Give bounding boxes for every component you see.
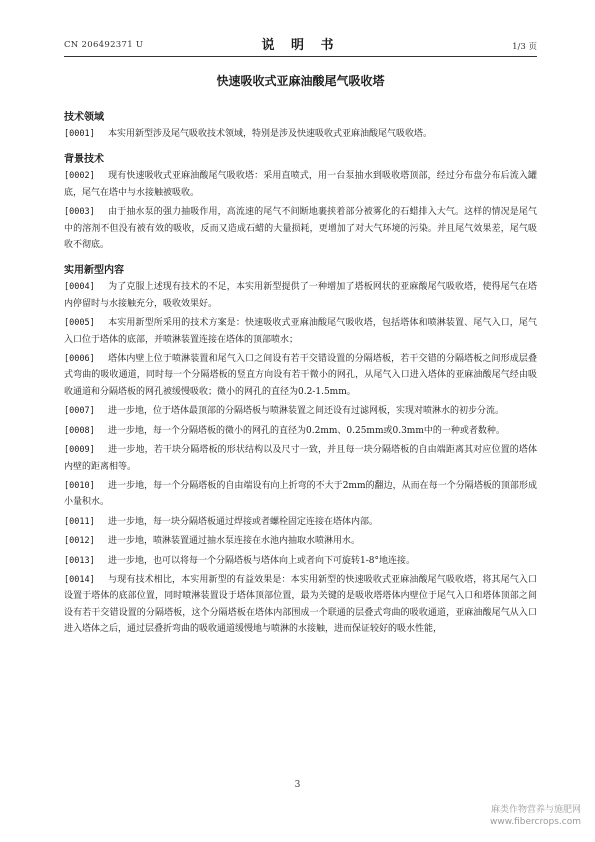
paragraph xyxy=(64,351,537,400)
page-indicator: 1/3 页 xyxy=(512,42,537,52)
paragraph-number: [0002] xyxy=(64,171,95,182)
paragraph xyxy=(64,315,537,348)
paragraph xyxy=(64,533,537,549)
paragraph-number: [0014] xyxy=(64,574,95,585)
paragraph xyxy=(64,279,537,312)
paragraph-text: 进一步地，每一个分隔塔板的自由端设有向上折弯的不大于2mm的翻边，从而在每一个分隔塔板的顶部形成小量积水。 xyxy=(64,480,537,508)
page-header xyxy=(64,34,537,54)
paragraph-text: 进一步地，位于塔体最顶部的分隔塔板与喷淋装置之间还设有过滤网板，实现对喷淋水的初步分流。 xyxy=(108,406,505,417)
paragraph-number: [0003] xyxy=(64,207,95,218)
paragraph-number: [0006] xyxy=(64,354,95,365)
paragraph-number: [0007] xyxy=(64,406,95,417)
paragraph-number: [0001] xyxy=(64,129,95,139)
page-number: 3 xyxy=(294,780,301,790)
paragraph-text: 进一步地，每一个分隔塔板的微小的网孔的直径为0.2mm、0.25mm或0.3mm中的一种或者数种。 xyxy=(108,425,505,436)
paragraph xyxy=(64,572,537,638)
paragraph xyxy=(64,442,537,475)
paragraph-text: 进一步地，喷淋装置通过抽水泵连接在水池内抽取水喷淋用水。 xyxy=(108,536,361,547)
paragraph xyxy=(64,168,537,201)
site-watermark xyxy=(490,804,581,828)
paragraph-number: [0004] xyxy=(64,282,95,293)
paragraph-text: 塔体内壁上位于喷淋装置和尾气入口之间设有若干交错设置的分隔塔板，若干交错的分隔塔板之间形成层叠式弯曲的吸收通道，同时每一个分隔塔板的竖直方向设有若干微小的网孔，从尾气入口进入塔体的亚麻油酸尾气经由吸收通道和分隔塔板的网孔被缓慢吸收；微小的网孔的直径为0.2-1.5mm。 xyxy=(64,354,537,397)
paragraph xyxy=(64,423,537,439)
paragraph xyxy=(64,403,537,419)
section-heading-technical-field: 技术领域 xyxy=(64,112,104,123)
watermark-url: www.fibercrops.com xyxy=(490,817,581,827)
paragraph-text: 进一步地，每一块分隔塔板通过焊接或者螺栓固定连接在塔体内部。 xyxy=(108,516,379,527)
paragraph xyxy=(64,514,537,530)
patent-number: CN 206492371 U xyxy=(64,40,144,50)
paragraph-number: [0011] xyxy=(64,516,95,527)
paragraph-number: [0013] xyxy=(64,555,95,566)
section-heading-background: 背景技术 xyxy=(64,154,104,166)
paragraph-text: 本实用新型涉及尾气吸收技术领域，特别是涉及快速吸收式亚麻油酸尾气吸收塔。 xyxy=(108,129,433,139)
paragraph-text: 为了克服上述现有技术的不足，本实用新型提供了一种增加了塔板网状的亚麻酸尾气吸收塔，使得尾气在塔内停留时与水接触充分，吸收效果好。 xyxy=(64,282,537,309)
paragraph-text: 本实用新型所采用的技术方案是：快速吸收式亚麻油酸尾气吸收塔，包括塔体和喷淋装置、尾气入口，尾气入口位于塔体的底部，并喷淋装置连接在塔体的顶部喷水； xyxy=(64,318,537,345)
paragraph-number: [0009] xyxy=(64,445,95,456)
paragraph-number: [0012] xyxy=(64,536,95,547)
paragraph xyxy=(64,553,537,569)
paragraph-number: [0008] xyxy=(64,425,95,436)
document-body xyxy=(64,110,537,641)
document-title: 快速吸收式亚麻油酸尾气吸收塔 xyxy=(216,74,385,88)
paragraph-number: [0010] xyxy=(64,480,95,491)
header-title: 说 明 书 xyxy=(261,38,340,53)
paragraph xyxy=(64,204,537,253)
paragraph xyxy=(64,126,537,142)
paragraph xyxy=(64,478,537,511)
paragraph-text: 现有快速吸收式亚麻油酸尾气吸收塔：采用直喷式，用一台泵抽水到吸收塔顶部，经过分布盘分布后流入罐底，尾气在塔中与水接触被吸收。 xyxy=(64,171,537,198)
paragraph-text: 由于抽水泵的强力抽吸作用，高流速的尾气不间断地裹挟着部分被雾化的石蜡排入大气。这样的情况是尾气中的溶剂不但没有被有效的吸收，反而又造成石蜡的大量损耗，更增加了对大气环境的污染。并且尾气效果差，尾气吸收不彻底。 xyxy=(64,207,537,251)
paragraph-text: 与现有技术相比，本实用新型的有益效果是：本实用新型的快速吸收式亚麻油酸尾气吸收塔，将其尾气入口设置于塔体的底部位置，同时喷淋装置设于塔体顶部位置，最为关键的是吸收塔塔体内壁位于尾气入口和塔体顶部之间设有若干交错设置的分隔塔板，这个分隔塔板在塔体内部围成一个联通的层叠式弯曲的吸收通道，亚麻油酸尾气从入口进入塔体之后，通过层叠折弯曲的吸收通道缓慢地与喷淋的水接触，进而保证较好的吸水性能， xyxy=(64,574,537,635)
paragraph-text: 进一步地，也可以将每一个分隔塔板与塔体向上或者向下可旋转1-8°地连接。 xyxy=(108,555,415,566)
section-heading-utility-content: 实用新型内容 xyxy=(64,265,124,277)
watermark-site-name: 麻类作物营养与施肥网 xyxy=(490,805,581,815)
paragraph-text: 进一步地，若干块分隔塔板的形状结构以及尺寸一致，并且每一块分隔塔板的自由端距离其对应位置的塔体内壁的距离相等。 xyxy=(64,445,537,472)
header-divider xyxy=(64,56,537,57)
paragraph-number: [0005] xyxy=(64,318,95,329)
